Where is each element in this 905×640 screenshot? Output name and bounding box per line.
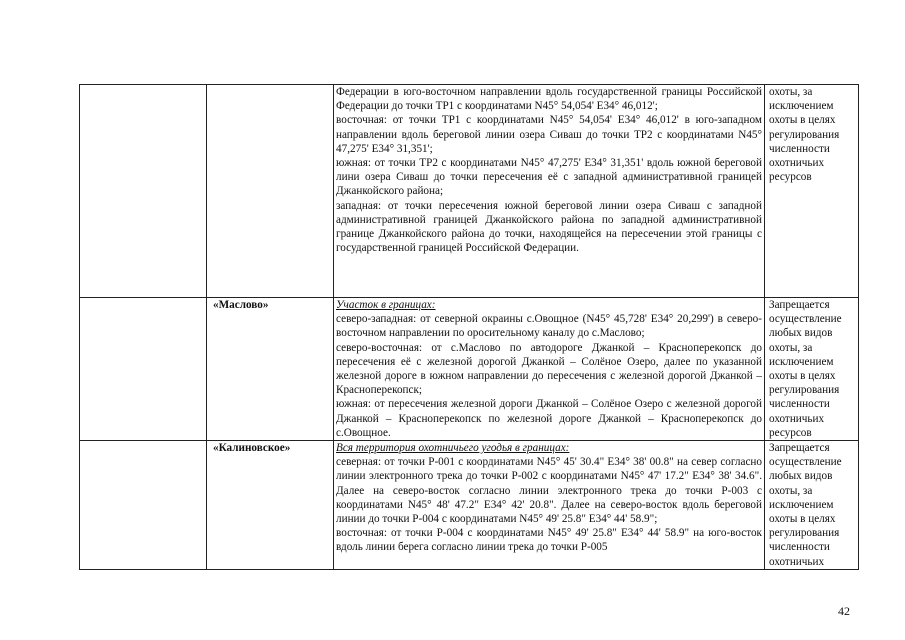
restriction-line: любых видов (769, 470, 833, 483)
boundary-heading: Вся территория охотничьего угодья в границах: (336, 442, 570, 455)
hunting-grounds-table (79, 84, 859, 570)
restriction-line: охоты, за (769, 86, 813, 98)
restriction-cell (765, 441, 859, 570)
restriction-line: ресурсов (769, 426, 812, 439)
boundary-paragraph: восточная: от точки ТР1 с координатами N45° 54,054' E34° 46,012' в юго-западном направлении вдоль береговой линии озера Сиваш до точки ТР2 с координатами N45° 47,275' E34° 31,351'; (336, 114, 762, 155)
boundary-paragraph: северо-восточная: от с.Маслово по автодороге Джанкой – Красноперекопск до пересечения её с железной дорогой Джанкой – Солёное Озеро, далее по указанной железной дороге в южном направлении до пересечения с железной дорогой Джанкой – Красноперекопск; (336, 341, 762, 397)
number-cell (80, 85, 207, 298)
restriction-line: охотничьих (769, 555, 825, 568)
restriction-line: регулирования (769, 384, 840, 397)
restriction-line: осуществление (769, 313, 842, 326)
ground-name-cell (207, 298, 334, 441)
restriction-line: Запрещается (769, 299, 830, 311)
restriction-line: исключением (769, 498, 834, 511)
boundary-paragraph: западная: от точки пересечения южной береговой линии озера Сиваш с западной административной границей Джанкойского района по западной административной границе Джанкойского района до точки, находящейся на пересечении этой границы с государственной границей Российской Федерации. (336, 199, 762, 255)
boundary-description-cell (334, 85, 765, 298)
ground-name-cell (207, 441, 334, 570)
restriction-cell (765, 85, 859, 298)
restriction-line: численности (769, 541, 830, 554)
boundary-description-cell (334, 441, 765, 570)
table-row (80, 85, 859, 298)
boundary-paragraph: Федерации в юго-восточном направлении вдоль государственной границы Российской Федерации до точки ТР1 с координатами N45° 54,054' E34° 46,012'; (336, 86, 762, 113)
restriction-line: ресурсов (769, 171, 812, 184)
number-cell (80, 441, 207, 570)
boundary-paragraph: северо-западная: от северной окраины с.Овощное (N45° 45,728' E34° 20,299') в северо-восточном направлении по оросительному каналу до с.Маслово; (336, 313, 762, 340)
restriction-line: численности (769, 398, 830, 411)
boundary-paragraph: северная: от точки P-001 с координатами N45° 45' 30.4" E34° 38' 00.8" на север согласно линии электронного трека до точки P-002 с координатами N45° 47' 17.2" E34° 38' 34.6". Далее на северо-восток согласно линии электронного трека до точки P-003 с координатами N45° 48' 47.2" E34° 42' 20.8". Далее на северо-восток вдоль береговой линии до точки P-004 с координатами N45° 49' 25.8" E34° 44' 58.9"; (336, 456, 762, 526)
boundary-paragraph: восточная: от точки P-004 с координатами N45° 49' 25.8" E34° 44' 58.9" на юго-восток вдоль линии берега согласно линии трека до точки P-005 (336, 527, 762, 554)
restriction-line: исключением (769, 355, 834, 368)
restriction-line: охоты, за (769, 341, 813, 354)
restriction-line: Запрещается (769, 442, 830, 455)
restriction-line: регулирования (769, 527, 840, 540)
restriction-cell (765, 298, 859, 441)
restriction-line: любых видов (769, 327, 833, 340)
restriction-line: охотничьих (769, 412, 825, 425)
ground-name-cell (207, 85, 334, 298)
restriction-line: регулирования (769, 128, 840, 141)
restriction-line: исключением (769, 100, 834, 113)
restriction-line: охоты в целях (769, 114, 836, 127)
boundary-description-cell (334, 298, 765, 441)
boundary-paragraph: южная: от пересечения железной дороги Джанкой – Солёное Озеро с железной дорогой Джанкой – Красноперекопск по железной дороге Джанкой – Красноперекопск до с.Овощное. (336, 398, 762, 439)
boundary-heading: Участок в границах: (336, 299, 436, 311)
page-number: 42 (838, 604, 850, 618)
number-cell (80, 298, 207, 441)
table-row (80, 441, 859, 570)
table-row (80, 298, 859, 441)
restriction-line: охотничьих (769, 157, 825, 170)
ground-name: «Маслово» (213, 299, 269, 311)
restriction-line: охоты в целях (769, 370, 836, 383)
restriction-line: осуществление (769, 456, 842, 469)
restriction-line: численности (769, 142, 830, 155)
ground-name: «Калиновское» (213, 442, 291, 455)
boundary-paragraph: южная: от точки ТР2 с координатами N45° 47,275' E34° 31,351' вдоль южной береговой лини озера Сиваш до точки пересечения её с западной административной границей Джанкойского района; (336, 157, 762, 198)
restriction-line: охоты в целях (769, 513, 836, 526)
restriction-line: охоты, за (769, 484, 813, 497)
